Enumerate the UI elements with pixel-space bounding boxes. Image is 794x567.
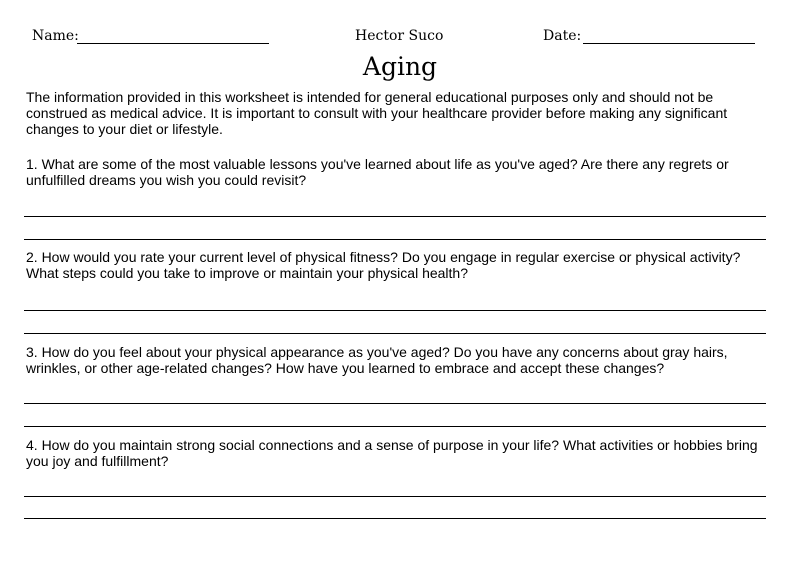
question-1: 1. What are some of the most valuable lessons you've learned about life as you've aged? Are there any regrets or unfulfilled dreams you wish you could revisit? (26, 156, 729, 188)
name-field[interactable] (77, 43, 269, 44)
answer-line-2a[interactable] (24, 310, 766, 311)
question-3: 3. How do you feel about your physical appearance as you've aged? Do you have any concerns about gray hairs, wrinkles, or other age-related changes? How have you learned to embrace and accept these changes? (26, 344, 728, 376)
answer-line-1a[interactable] (24, 216, 766, 217)
answer-line-3b[interactable] (24, 426, 766, 427)
answer-line-2b[interactable] (24, 333, 766, 334)
answer-line-3a[interactable] (24, 403, 766, 404)
question-2: 2. How would you rate your current level of physical fitness? Do you engage in regular exercise or physical activity? What steps could you take to improve or maintain your physical health? (26, 249, 741, 281)
author-name: Hector Suco (355, 28, 444, 44)
question-4: 4. How do you maintain strong social connections and a sense of purpose in your life? What activities or hobbies bring you joy and fulfillment? (26, 437, 758, 469)
intro-disclaimer: The information provided in this worksheet is intended for general educational purposes only and should not be construed as medical advice. It is important to consult with your healthcare provider before making any significant changes to your diet or lifestyle. (26, 89, 728, 137)
worksheet-title: Aging (362, 52, 438, 81)
date-field[interactable] (583, 43, 755, 44)
worksheet-header (0, 28, 794, 50)
answer-line-4b[interactable] (24, 518, 766, 519)
name-label: Name: (32, 28, 79, 44)
answer-line-1b[interactable] (24, 239, 766, 240)
date-label: Date: (543, 28, 582, 44)
answer-line-4a[interactable] (24, 496, 766, 497)
